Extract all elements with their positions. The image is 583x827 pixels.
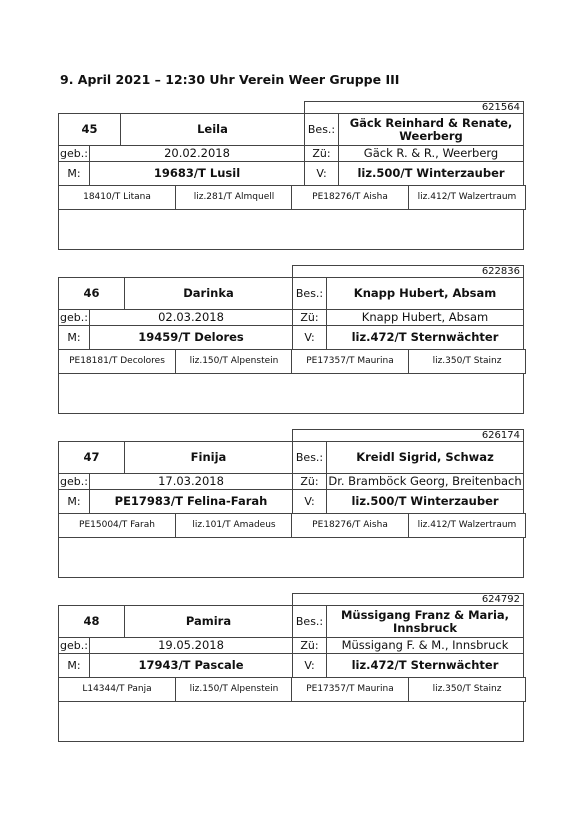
breeder-value: Müssigang F. & M., Innsbruck xyxy=(326,637,524,654)
entry-number: 46 xyxy=(58,277,125,310)
entry-number: 48 xyxy=(58,605,125,638)
father-value: liz.472/T Sternwächter xyxy=(326,325,524,350)
father-value: liz.500/T Winterzauber xyxy=(326,489,524,514)
father-label: V: xyxy=(292,489,327,514)
entry-id: 624792 xyxy=(292,593,524,606)
entry-name: Darinka xyxy=(124,277,293,310)
father-label: V: xyxy=(304,161,339,186)
breeder-value: Gäck R. & R., Weerberg xyxy=(338,145,524,162)
ancestry-cell: liz.101/T Amadeus xyxy=(175,513,293,538)
breeder-label: Zü: xyxy=(292,473,327,490)
entry-number: 47 xyxy=(58,441,125,474)
notes-box xyxy=(58,537,524,578)
born-label: geb.: xyxy=(58,309,90,326)
ancestry-cell: liz.412/T Walzertraum xyxy=(408,185,526,210)
notes-box xyxy=(58,701,524,742)
ancestry-cell: 18410/T Litana xyxy=(58,185,176,210)
born-label: geb.: xyxy=(58,145,90,162)
breeder-label: Zü: xyxy=(292,309,327,326)
breeder-value: Dr. Bramböck Georg, Breitenbach xyxy=(326,473,524,490)
ancestry-cell: liz.412/T Walzertraum xyxy=(408,513,526,538)
born-label: geb.: xyxy=(58,637,90,654)
ancestry-cell: PE15004/T Farah xyxy=(58,513,176,538)
mother-value: 17943/T Pascale xyxy=(89,653,293,678)
mother-value: 19683/T Lusil xyxy=(89,161,305,186)
notes-box xyxy=(58,373,524,414)
owner-label: Bes.: xyxy=(292,605,327,638)
owner-value: Müssigang Franz & Maria, Innsbruck xyxy=(326,605,524,638)
owner-label: Bes.: xyxy=(292,441,327,474)
mother-label: M: xyxy=(58,161,90,186)
ancestry-cell: liz.350/T Stainz xyxy=(408,349,526,374)
owner-value: Knapp Hubert, Absam xyxy=(326,277,524,310)
father-value: liz.472/T Sternwächter xyxy=(326,653,524,678)
mother-value: PE17983/T Felina-Farah xyxy=(89,489,293,514)
owner-label: Bes.: xyxy=(292,277,327,310)
entry-id: 622836 xyxy=(292,265,524,278)
ancestry-cell: PE18276/T Aisha xyxy=(291,185,409,210)
ancestry-cell: liz.150/T Alpenstein xyxy=(175,677,293,702)
mother-label: M: xyxy=(58,653,90,678)
owner-value: Gäck Reinhard & Renate, Weerberg xyxy=(338,113,524,146)
mother-label: M: xyxy=(58,325,90,350)
father-label: V: xyxy=(292,325,327,350)
breeder-label: Zü: xyxy=(304,145,339,162)
entry-id: 626174 xyxy=(292,429,524,442)
notes-box xyxy=(58,209,524,250)
ancestry-cell: PE17357/T Maurina xyxy=(291,349,409,374)
breeder-label: Zü: xyxy=(292,637,327,654)
born-label: geb.: xyxy=(58,473,90,490)
page-heading: 9. April 2021 – 12:30 Uhr Verein Weer Gruppe III xyxy=(60,72,400,87)
born-value: 17.03.2018 xyxy=(89,473,293,490)
entry-number: 45 xyxy=(58,113,121,146)
father-label: V: xyxy=(292,653,327,678)
mother-value: 19459/T Delores xyxy=(89,325,293,350)
ancestry-cell: PE17357/T Maurina xyxy=(291,677,409,702)
father-value: liz.500/T Winterzauber xyxy=(338,161,524,186)
entry-name: Leila xyxy=(120,113,305,146)
ancestry-cell: PE18276/T Aisha xyxy=(291,513,409,538)
breeder-value: Knapp Hubert, Absam xyxy=(326,309,524,326)
born-value: 20.02.2018 xyxy=(89,145,305,162)
ancestry-cell: L14344/T Panja xyxy=(58,677,176,702)
entry-name: Finija xyxy=(124,441,293,474)
born-value: 19.05.2018 xyxy=(89,637,293,654)
owner-label: Bes.: xyxy=(304,113,339,146)
ancestry-cell: liz.150/T Alpenstein xyxy=(175,349,293,374)
entry-id: 621564 xyxy=(304,101,524,114)
mother-label: M: xyxy=(58,489,90,514)
born-value: 02.03.2018 xyxy=(89,309,293,326)
entry-name: Pamira xyxy=(124,605,293,638)
owner-value: Kreidl Sigrid, Schwaz xyxy=(326,441,524,474)
ancestry-cell: liz.281/T Almquell xyxy=(175,185,293,210)
ancestry-cell: PE18181/T Decolores xyxy=(58,349,176,374)
ancestry-cell: liz.350/T Stainz xyxy=(408,677,526,702)
